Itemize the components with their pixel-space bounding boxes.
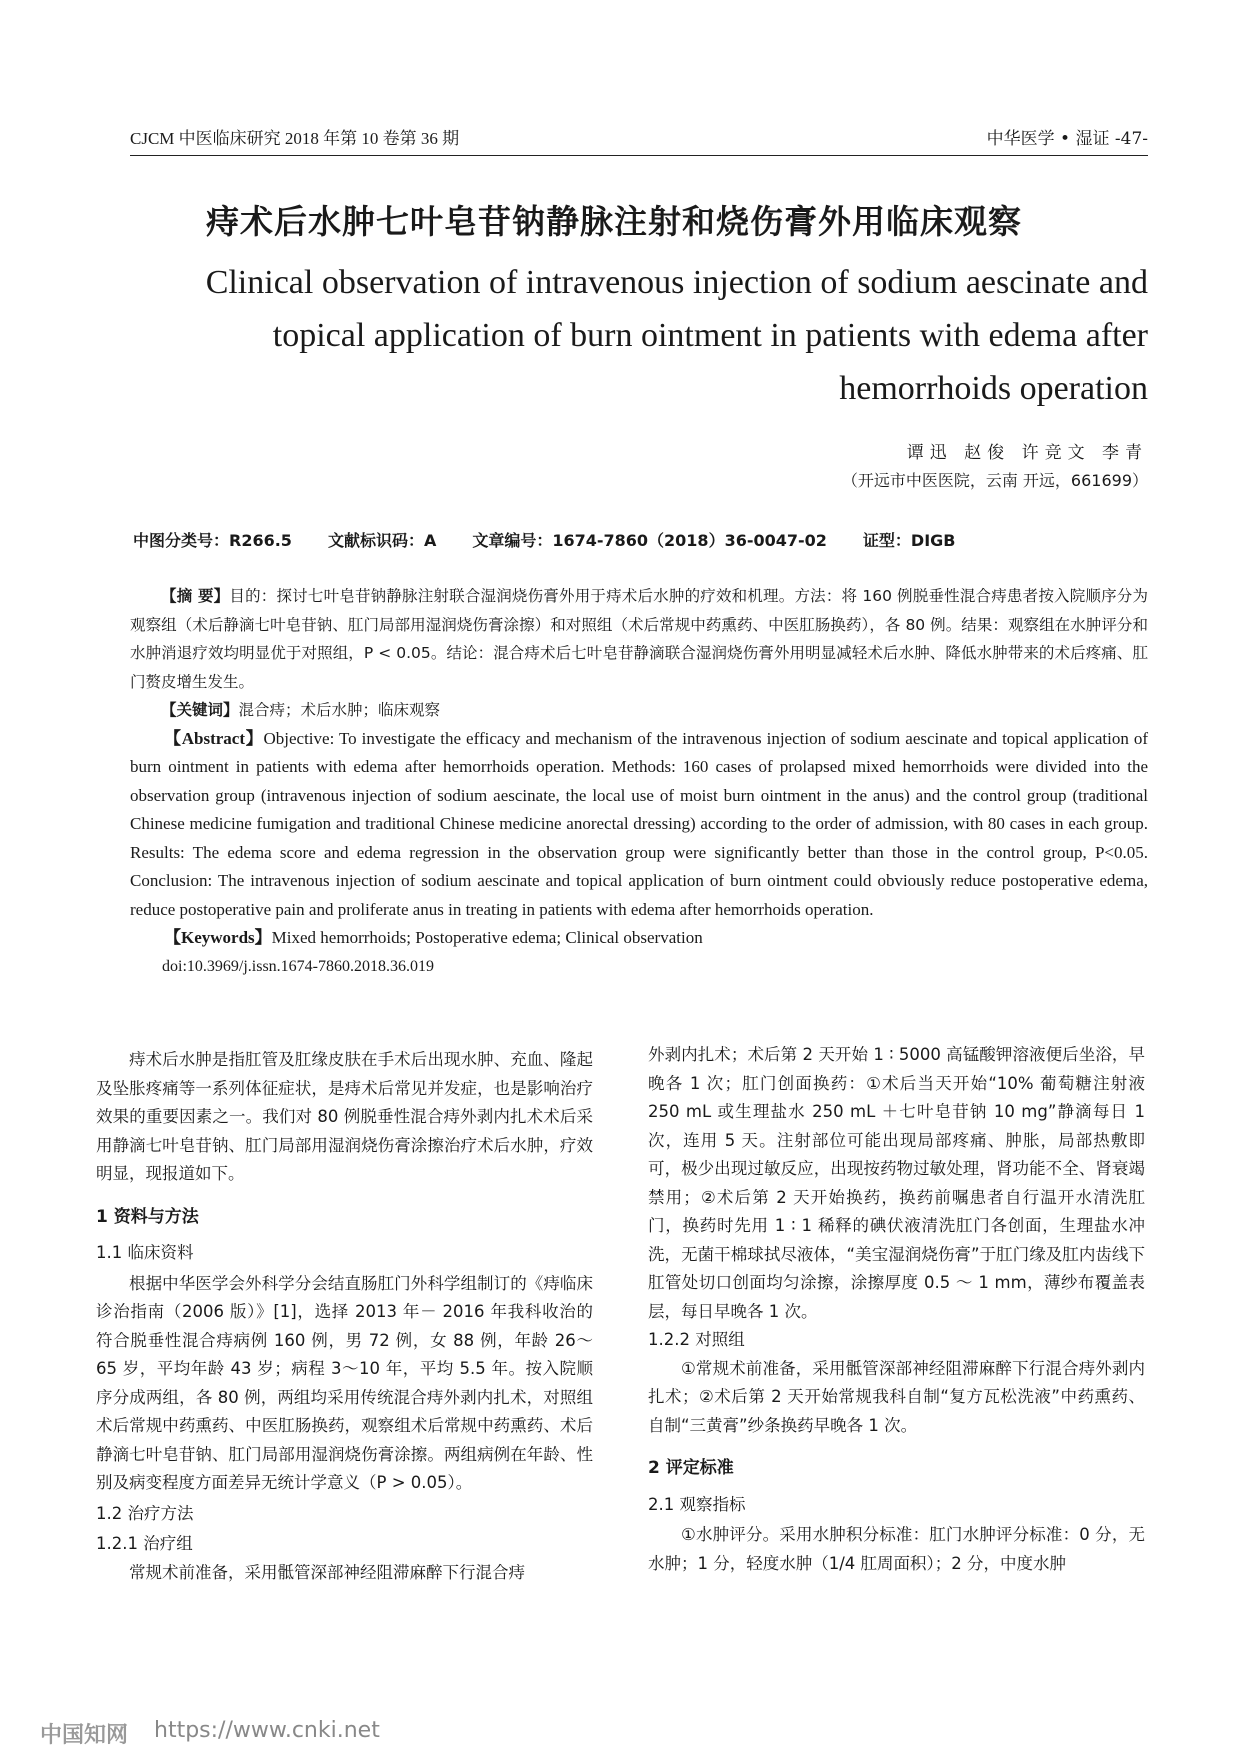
abstract-cn-text: 目的：探讨七叶皂苷钠静脉注射联合湿润烧伤膏外用于痔术后水肿的疗效和机理。方法：将 160 例脱垂性混合痔患者按入院顺序分为观察组（术后静滴七叶皂苷钠、肛门局部用湿润烧伤膏涂擦）和对照组（术后常规中药熏药、中医肛肠换药），各 80 例。结果：观察组在水肿评分和水肿消退疗效均明显优于对照组，P < 0.05。结论：混合痔术后七叶皂苷静滴联合湿润烧伤膏外用明显减轻术后水肿、降低水肿带来的术后疼痛、肛门赘皮增生发生。 bbox=[130, 587, 1148, 691]
control-group-paragraph: ①常规术前准备，采用骶管深部神经阻滞麻醉下行混合痔外剥内扎术；②术后第 2 天开始常规我科自制“复方瓦松洗液”中药熏药、自制“三黄膏”纱条换药早晚各 1 次。 bbox=[648, 1358, 1145, 1435]
document-code: 文献标识码：A bbox=[327, 531, 437, 550]
running-header bbox=[130, 124, 1148, 156]
keywords-chinese bbox=[130, 696, 1148, 725]
intro-paragraph: 痔术后水肿是指肛管及肛缘皮肤在手术后出现水肿、充血、隆起及坠胀疼痛等一系列体征症状，是痔术后常见并发症，也是影响治疗效果的重要因素之一。我们对 80 例脱垂性混合痔外剥内扎术术后采用静滴七叶皂苷钠、肛门局部用湿润烧伤膏涂擦治疗术后水肿，疗效明显，现报道如下。 bbox=[96, 1050, 593, 1183]
body-left-column bbox=[96, 1046, 593, 1587]
cnki-url[interactable]: https://www.cnki.net bbox=[154, 1718, 380, 1743]
body-right-column bbox=[648, 1041, 1145, 1578]
abstract-cn-label: 【摘 要】 bbox=[161, 587, 230, 605]
keywords-en-text: Mixed hemorrhoids; Postoperative edema; Clinical observation bbox=[271, 928, 703, 947]
treatment-continued-paragraph: 外剥内扎术；术后第 2 天开始 1 ∶ 5000 高锰酸钾溶液便后坐浴，早晚各 1 次；肛门创面换药：①术后当天开始“10% 葡萄糖注射液 250 mL 或生理盐水 250 mL ＋七叶皂苷钠 10 mg”静滴每日 1 次，连用 5 天。注射部位可能出现局部疼痛、肿胀，局部热敷即可，极少出现过敏反应，出现按药物过敏处理，肾功能不全、肾衰竭禁用；②术后第 2 天开始换药，换药前嘱患者自行温开水清洗肛门，换药时先用 1 ∶ 1 稀释的碘伏液清洗肛门各创面，生理盐水冲洗，无菌干棉球拭尽液体，“美宝湿润烧伤膏”于肛门缘及肛内齿线下肛管处切口创面均匀涂擦，涂擦厚度 0.5 ～ 1 mm，薄纱布覆盖表层，每日早晚各 1 次。 bbox=[648, 1045, 1145, 1321]
authors: 谭迅 赵俊 许竞文 李青 bbox=[906, 443, 1148, 463]
cnki-brand: 中国知网 bbox=[40, 1723, 129, 1748]
keywords-cn-label: 【关键词】 bbox=[161, 701, 239, 719]
section-heading-1: 1 资料与方法 bbox=[96, 1206, 199, 1227]
observation-index-paragraph: ①水肿评分。采用水肿积分标准：肛门水肿评分标准：0 分，无水肿；1 分，轻度水肿（1/4 肛周面积）；2 分，中度水肿 bbox=[648, 1525, 1145, 1573]
keywords-cn-text: 混合痔；术后水肿；临床观察 bbox=[238, 701, 441, 719]
abstract-en-text: Objective: To investigate the efficacy and mechanism of the intravenous injection of sodium aescinate and topical application of burn ointment in patients with edema after hemorrhoids operation. Methods: 160 cases of prolapsed mixed hemorrhoids were divided into the observation group (intravenous injection of sodium aescinate, the local use of moist burn ointment in the anus) and the control group (traditional Chinese medicine fumigation and traditional Chinese medicine anorectal dressing) according to the order of admission, with 80 cases in each group. Results: The edema score and edema regression in the observation group were significantly better than those in the control group, P<0.05. Conclusion: The intravenous injection of sodium aescinate and topical application of burn ointment could obviously reduce postoperative edema, reduce postoperative pain and proliferate anus in treating in patients with edema after hemorrhoids operation. bbox=[130, 728, 1149, 919]
cnki-watermark bbox=[40, 1718, 380, 1749]
section-heading-2: 2 评定标准 bbox=[648, 1458, 734, 1478]
subsection-heading-1-2-2: 1.2.2 对照组 bbox=[648, 1330, 745, 1349]
abstract-en-label: 【Abstract】 bbox=[164, 728, 264, 748]
keywords-english bbox=[130, 924, 1148, 953]
abstract-english bbox=[130, 725, 1148, 925]
doi: doi:10.3969/j.issn.1674-7860.2018.36.019 bbox=[162, 957, 435, 975]
abstract-chinese bbox=[130, 582, 1148, 696]
subsection-heading-1-2: 1.2 治疗方法 bbox=[96, 1503, 194, 1523]
syndrome-type: 证型：DIGB bbox=[862, 531, 956, 550]
treatment-group-paragraph: 常规术前准备，采用骶管深部神经阻滞麻醉下行混合痔 bbox=[129, 1562, 525, 1582]
classification-line bbox=[133, 528, 956, 551]
subsection-heading-1-2-1: 1.2.1 治疗组 bbox=[96, 1534, 193, 1553]
subsection-heading-2-1: 2.1 观察指标 bbox=[648, 1494, 746, 1514]
article-number: 文章编号：1674-7860（2018）36-0047-02 bbox=[472, 531, 827, 550]
title-chinese: 痔术后水肿七叶皂苷钠静脉注射和烧伤膏外用临床观察 bbox=[206, 202, 1022, 241]
title-english: Clinical observation of intravenous injection of sodium aescinate and topical application of burn ointment in patients with edema after hemorrhoids operation bbox=[205, 264, 1148, 407]
abstract-block bbox=[130, 582, 1148, 981]
journal-info: CJCM 中医临床研究 2018 年第 10 卷第 36 期 bbox=[130, 129, 460, 148]
keywords-en-label: 【Keywords】 bbox=[164, 928, 272, 947]
clc-number: 中图分类号：R266.5 bbox=[133, 531, 292, 550]
affiliation: （开远市中医医院，云南 开远，661699） bbox=[841, 471, 1148, 490]
clinical-data-paragraph: 根据中华医学会外科学分会结直肠肛门外科学组制订的《痔临床诊治指南（2006 版）》[1]，选择 2013 年－ 2016 年我科收治的符合脱垂性混合痔病例 160 例，男 72 例，女 88 例，年龄 26～65 岁，平均年龄 43 岁；病程 3～10 年，平均 5.5 年。按入院顺序分成两组，各 80 例，两组均采用传统混合痔外剥内扎术，对照组术后常规中药熏药、中医肛肠换药，观察组术后常规中药熏药、术后静滴七叶皂苷钠、肛门局部用湿润烧伤膏涂擦。两组病例在年龄、性别及病变程度方面差异无统计学意义（P > 0.05）。 bbox=[96, 1273, 593, 1492]
page-info: 中华医学 • 湿证 -47- bbox=[986, 129, 1148, 149]
subsection-heading-1-1: 1.1 临床资料 bbox=[96, 1243, 194, 1262]
